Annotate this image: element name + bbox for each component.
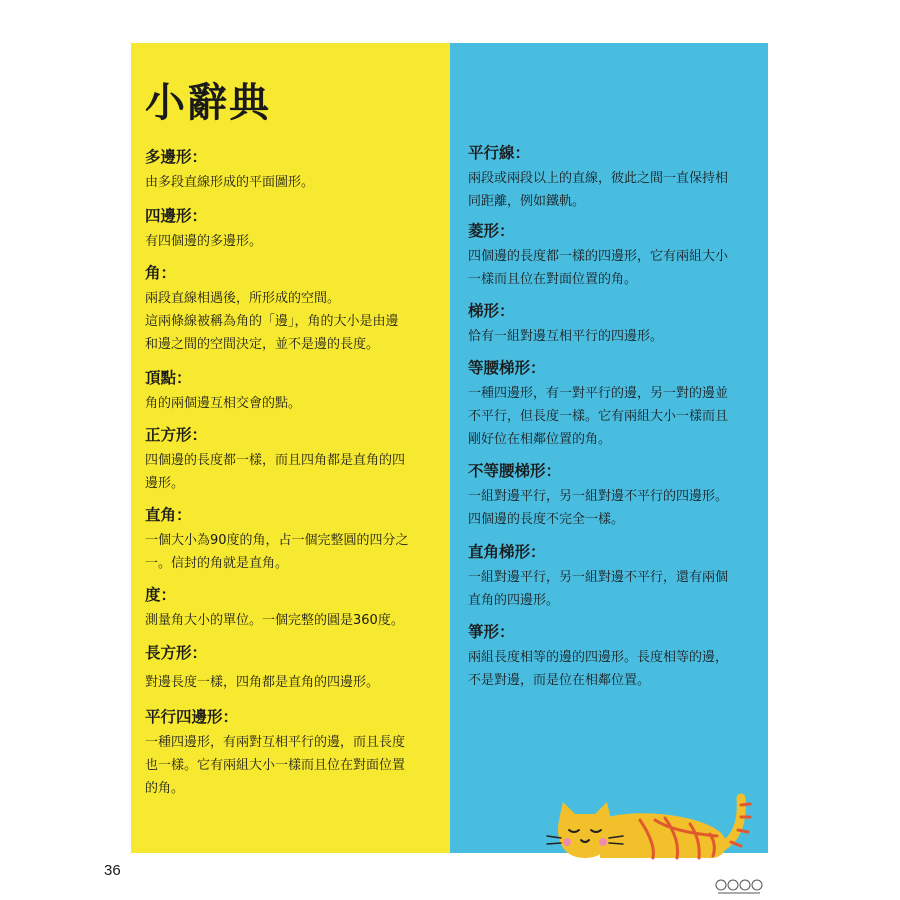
entry-term: 不等腰梯形： bbox=[468, 462, 562, 480]
entry-definition: 四個邊的長度都一樣的四邊形，它有兩組大小 一樣而且位在對面位置的角。 bbox=[468, 249, 729, 287]
entry-definition: 一種四邊形，有兩對互相平行的邊，而且長度 也一樣。它有兩組大小一樣而且位在對面位置 的角。 bbox=[145, 735, 406, 796]
entry-term: 頂點： bbox=[145, 369, 192, 387]
entry-definition: 有四個邊的多邊形。 bbox=[145, 234, 263, 249]
publisher-logo-icon bbox=[714, 877, 764, 895]
entry-term: 等腰梯形： bbox=[468, 359, 546, 377]
entry-term: 長方形： bbox=[145, 644, 208, 662]
glossary-entry bbox=[468, 622, 758, 692]
cat-cheek bbox=[563, 838, 571, 846]
glossary-entry bbox=[468, 301, 758, 348]
entry-definition: 兩組長度相等的邊的四邊形。長度相等的邊， 不是對邊，而是位在相鄰位置。 bbox=[468, 650, 729, 688]
entry-definition: 兩段直線相遇後，所形成的空間。 這兩條線被稱為角的「邊」，角的大小是由邊 和邊之間的空間決定，並不是邊的長度。 bbox=[145, 291, 399, 352]
entry-definition: 角的兩個邊互相交會的點。 bbox=[145, 396, 302, 411]
page-title: 小辭典 bbox=[145, 79, 271, 126]
entry-definition: 由多段直線形成的平面圖形。 bbox=[145, 175, 315, 190]
entry-term: 菱形： bbox=[468, 222, 515, 240]
right-panel bbox=[450, 43, 768, 853]
entry-term: 直角梯形： bbox=[468, 543, 546, 561]
entry-term: 四邊形： bbox=[145, 207, 208, 225]
entry-definition: 對邊長度一樣，四角都是直角的四邊形。 bbox=[145, 675, 380, 690]
entry-definition: 一組對邊平行，另一組對邊不平行的四邊形。 四個邊的長度不完全一樣。 bbox=[468, 489, 729, 527]
glossary-entry bbox=[468, 461, 758, 531]
entry-definition: 兩段或兩段以上的直線，彼此之間一直保持相 同距離，例如鐵軌。 bbox=[468, 171, 729, 209]
entry-term: 直角： bbox=[145, 506, 192, 524]
entry-term: 梯形： bbox=[468, 302, 515, 320]
entry-term: 多邊形： bbox=[145, 148, 208, 166]
glossary-entry bbox=[468, 358, 758, 451]
entry-definition: 測量角大小的單位。一個完整的圓是360度。 bbox=[145, 613, 404, 628]
cat-cheek bbox=[599, 838, 607, 846]
entry-term: 度： bbox=[145, 586, 177, 604]
glossary-entry bbox=[145, 368, 440, 415]
entry-definition: 四個邊的長度都一樣，而且四角都是直角的四 邊形。 bbox=[145, 453, 406, 491]
glossary-entry bbox=[468, 542, 758, 612]
glossary-entry bbox=[468, 221, 758, 291]
entry-term: 正方形： bbox=[145, 426, 208, 444]
entry-definition: 恰有一組對邊互相平行的四邊形。 bbox=[468, 329, 664, 344]
cat-head bbox=[558, 802, 612, 858]
entry-definition: 一組對邊平行，另一組對邊不平行，還有兩個 直角的四邊形。 bbox=[468, 570, 729, 608]
entry-definition: 一個大小為90度的角，占一個完整圓的四分之 一。信封的角就是直角。 bbox=[145, 533, 409, 571]
glossary-entry bbox=[145, 206, 440, 253]
glossary-entry bbox=[145, 263, 440, 356]
glossary-entry bbox=[145, 585, 440, 632]
glossary-entry bbox=[145, 643, 440, 694]
glossary-entry bbox=[145, 425, 440, 495]
entry-term: 角： bbox=[145, 264, 177, 282]
glossary-entry bbox=[145, 707, 440, 800]
left-panel bbox=[131, 43, 450, 853]
entry-term: 平行四邊形： bbox=[145, 708, 239, 726]
glossary-entry bbox=[145, 147, 440, 194]
glossary-entry bbox=[468, 143, 758, 213]
entry-term: 箏形： bbox=[468, 623, 515, 641]
entry-term: 平行線： bbox=[468, 144, 531, 162]
entry-definition: 一種四邊形，有一對平行的邊，另一對的邊並 不平行，但長度一樣。它有兩組大小一樣而且 剛好位在相鄰位置的角。 bbox=[468, 386, 729, 447]
glossary-entry bbox=[145, 505, 440, 575]
sleeping-cat-illustration bbox=[545, 790, 760, 865]
page-number: 36 bbox=[104, 862, 121, 879]
